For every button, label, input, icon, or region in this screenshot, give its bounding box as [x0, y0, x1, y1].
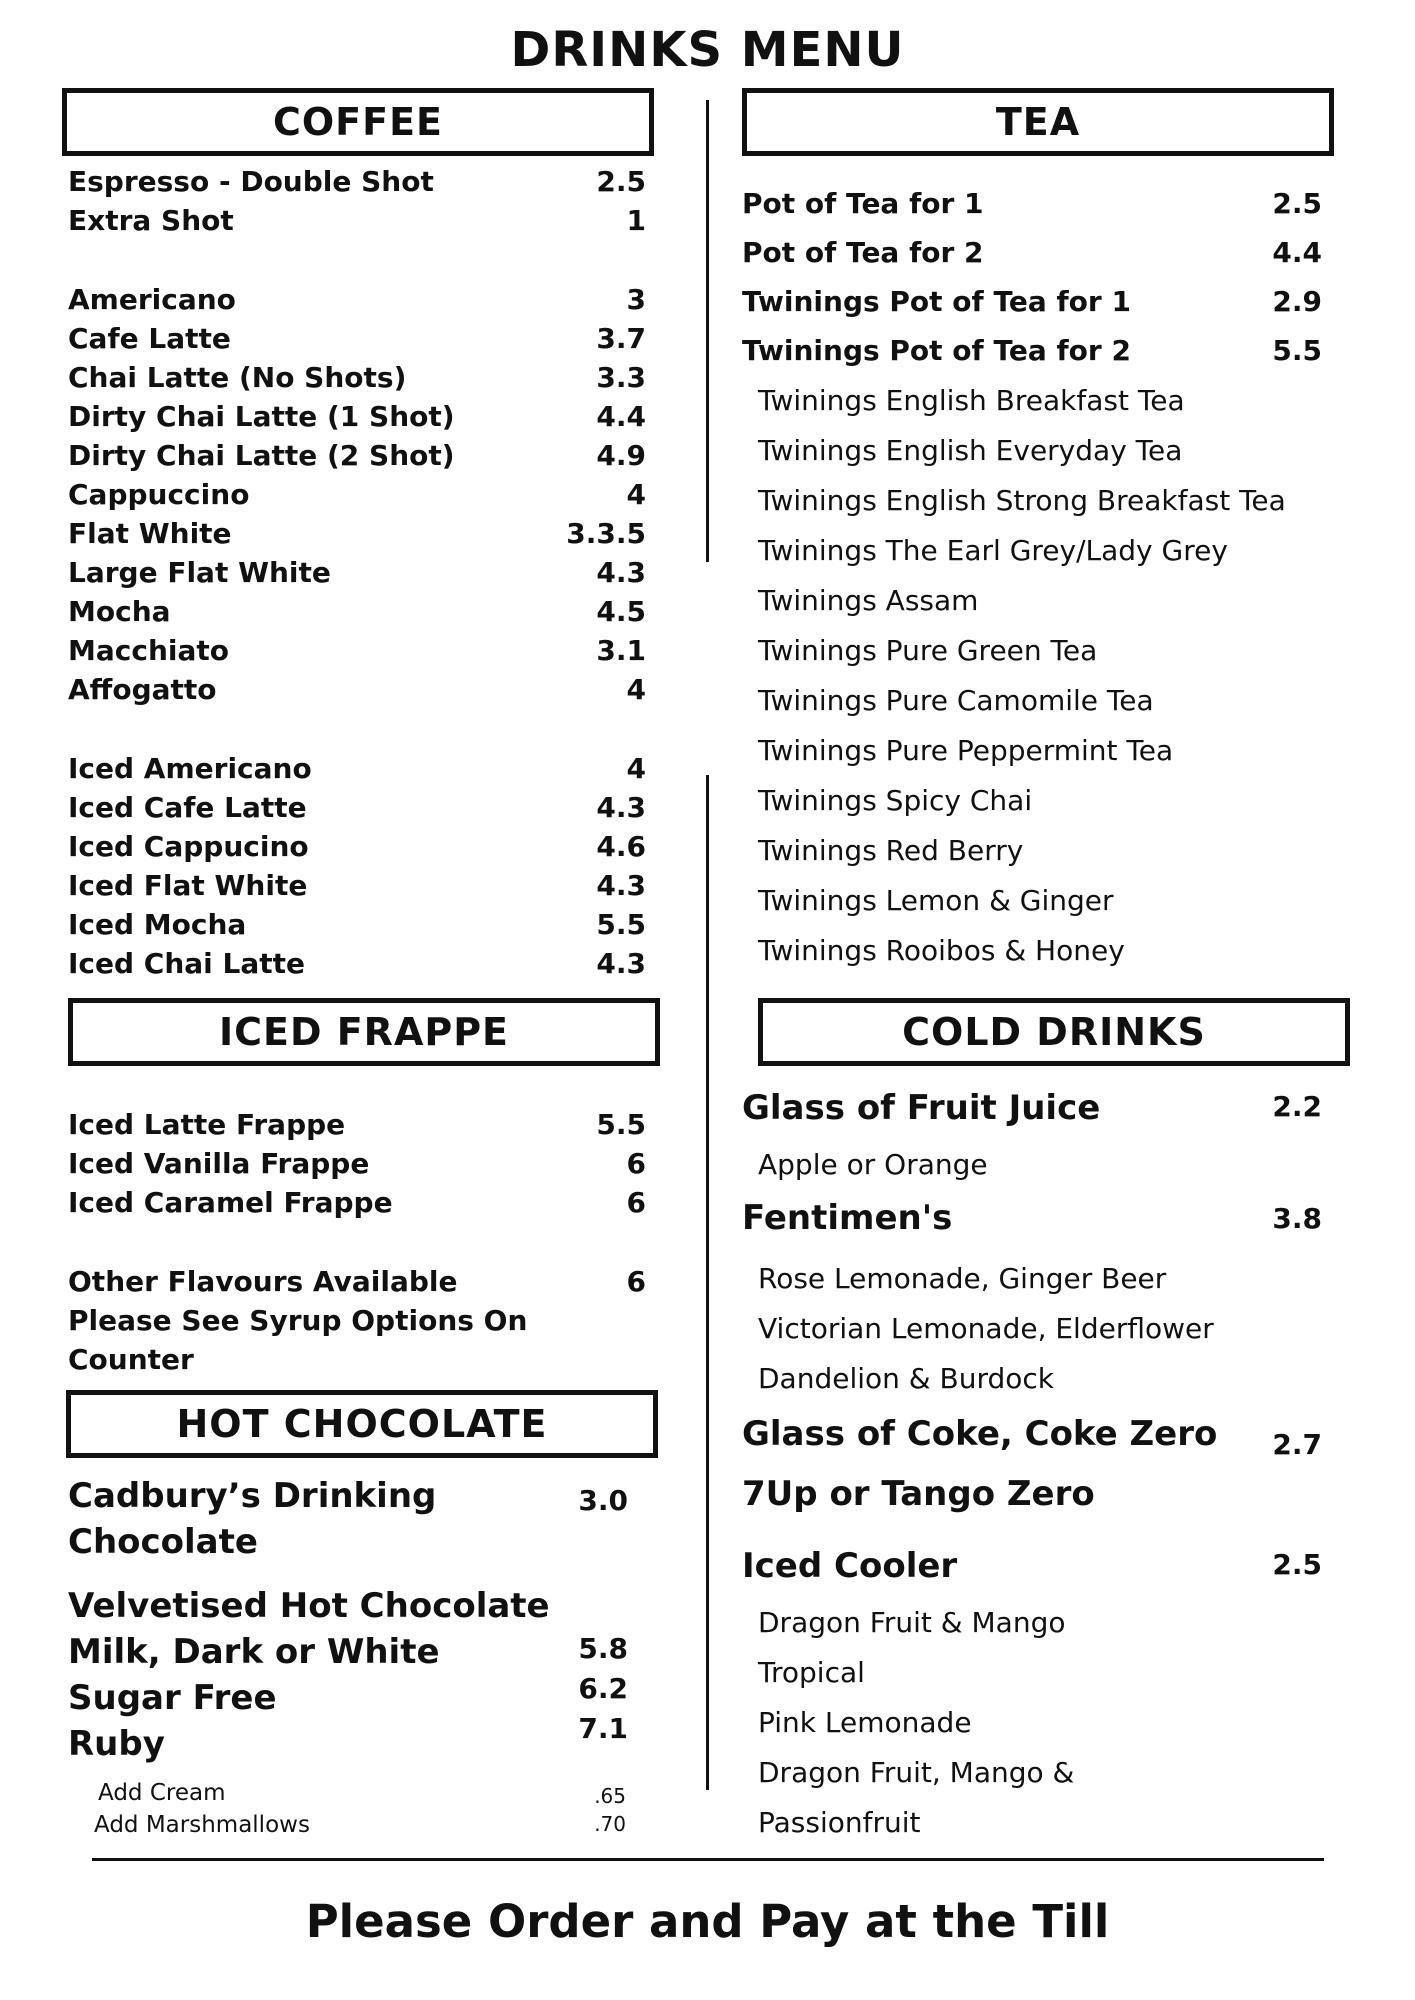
- item-name: Extra Shot: [68, 204, 234, 237]
- item-name: Iced Latte Frappe: [68, 1108, 346, 1141]
- menu-item: [68, 1186, 646, 1226]
- tea-header: TEA: [742, 88, 1334, 156]
- item-name: Glass of Fruit Juice: [742, 1088, 1101, 1128]
- tea-variety: Twinings Pure Peppermint Tea: [758, 734, 1174, 767]
- menu-item: [68, 322, 646, 362]
- item-price: 4.4: [596, 400, 646, 433]
- addon-price: .70: [594, 1812, 626, 1836]
- item-price: 5.5: [1272, 334, 1322, 367]
- item-price: 4: [626, 752, 646, 785]
- menu-item: [68, 517, 646, 557]
- menu-item: [68, 1108, 646, 1148]
- menu-item: [742, 1546, 1322, 1592]
- item-price: 5.5: [596, 908, 646, 941]
- addon-item: [98, 1780, 628, 1810]
- menu-item: [742, 334, 1322, 374]
- menu-item: [68, 283, 646, 323]
- item-name: Chai Latte (No Shots): [68, 361, 407, 394]
- center-divider-top: [706, 100, 709, 562]
- tea-variety: Twinings Pure Camomile Tea: [758, 684, 1154, 717]
- center-divider-bottom: [706, 775, 709, 1790]
- item-name: Iced Cooler: [742, 1546, 958, 1586]
- item-price: 4.3: [596, 791, 646, 824]
- item-name: Large Flat White: [68, 556, 331, 589]
- item-name: Dirty Chai Latte (1 Shot): [68, 400, 455, 433]
- menu-item: [68, 673, 646, 713]
- item-name: Macchiato: [68, 634, 229, 667]
- menu-item: [68, 1712, 628, 1770]
- item-price: 6: [626, 1147, 646, 1180]
- item-name: Cafe Latte: [68, 322, 231, 355]
- menu-item: [68, 1672, 628, 1724]
- tea-variety: Twinings English Everyday Tea: [758, 434, 1183, 467]
- tea-variety: Twinings Lemon & Ginger: [758, 884, 1114, 917]
- coffee-header: COFFEE: [62, 88, 654, 156]
- menu-item: [68, 361, 646, 401]
- item-name: Other Flavours Available: [68, 1265, 458, 1298]
- menu-item: [68, 947, 646, 987]
- menu-subheading: Velvetised Hot Chocolate: [68, 1586, 550, 1626]
- menu-item: [68, 908, 646, 948]
- item-name: Flat White: [68, 517, 232, 550]
- item-price: 7.1: [578, 1712, 628, 1745]
- cold-drinks-header: COLD DRINKS: [758, 998, 1350, 1066]
- item-price: 4.3: [596, 947, 646, 980]
- menu-item: [68, 556, 646, 596]
- menu-item: [68, 400, 646, 440]
- menu-item-cont: Chocolate: [68, 1522, 258, 1562]
- item-name: Cadbury’s Drinking: [68, 1476, 437, 1516]
- item-name: Cappuccino: [68, 478, 250, 511]
- tea-variety: Twinings Spicy Chai: [758, 784, 1033, 817]
- item-price: 4.4: [1272, 236, 1322, 269]
- tea-variety: Twinings Red Berry: [758, 834, 1024, 867]
- addon-name: Add Cream: [98, 1780, 226, 1806]
- item-name: Iced Cappucino: [68, 830, 309, 863]
- menu-item: [68, 165, 646, 205]
- item-price: 4: [626, 478, 646, 511]
- item-name: Espresso - Double Shot: [68, 165, 434, 198]
- menu-item: [68, 752, 646, 792]
- menu-item: [68, 595, 646, 635]
- addon-item: [94, 1812, 628, 1842]
- menu-item: [68, 634, 646, 674]
- menu-item: [742, 1198, 1322, 1244]
- menu-item: [68, 1147, 646, 1187]
- tea-variety: Twinings English Breakfast Tea: [758, 384, 1185, 417]
- menu-item-option: Tropical: [758, 1656, 865, 1689]
- item-price: 2.7: [1272, 1428, 1322, 1461]
- menu-item: [68, 1476, 628, 1522]
- footer-note: Please Order and Pay at the Till: [305, 1895, 1110, 1948]
- tea-variety: Twinings The Earl Grey/Lady Grey: [758, 534, 1228, 567]
- menu-item: [68, 439, 646, 479]
- item-price: 2.5: [1272, 1548, 1322, 1581]
- item-price: 3.3: [596, 361, 646, 394]
- addon-price: .65: [594, 1784, 626, 1808]
- iced-frappe-header: ICED FRAPPE: [68, 998, 660, 1066]
- page-title: DRINKS MENU: [510, 22, 905, 78]
- item-name: Ruby: [68, 1724, 165, 1764]
- item-price: 6.2: [578, 1672, 628, 1705]
- item-price: 2.5: [596, 165, 646, 198]
- menu-item: [68, 1265, 646, 1305]
- menu-item: [68, 204, 646, 244]
- menu-item: [68, 1632, 628, 1678]
- tea-variety: Twinings Rooibos & Honey: [758, 934, 1125, 967]
- item-name: Iced Americano: [68, 752, 312, 785]
- item-name: Americano: [68, 283, 236, 316]
- item-name: Iced Chai Latte: [68, 947, 306, 980]
- item-price: 5.8: [578, 1632, 628, 1665]
- item-name: Twinings Pot of Tea for 1: [742, 285, 1131, 318]
- menu-item-option: Apple or Orange: [758, 1148, 988, 1181]
- menu-item-option: Dragon Fruit & Mango: [758, 1606, 1066, 1639]
- item-price: 3.0: [578, 1484, 628, 1517]
- menu-item-cont: 7Up or Tango Zero: [742, 1474, 1095, 1514]
- menu-item: [68, 478, 646, 518]
- tea-variety: Twinings Assam: [758, 584, 979, 617]
- item-price: 1: [626, 204, 646, 237]
- menu-item: [742, 187, 1322, 227]
- item-price: 2.2: [1272, 1090, 1322, 1123]
- menu-item-option: Dandelion & Burdock: [758, 1362, 1055, 1395]
- item-name: Twinings Pot of Tea for 2: [742, 334, 1131, 367]
- item-price: 6: [626, 1265, 646, 1298]
- menu-note: Please See Syrup Options On: [68, 1304, 528, 1337]
- item-name: Mocha: [68, 595, 171, 628]
- item-price: 4.3: [596, 869, 646, 902]
- menu-item: [742, 1088, 1322, 1134]
- item-price: 3.7: [596, 322, 646, 355]
- menu-note: Counter: [68, 1343, 194, 1376]
- item-name: Iced Cafe Latte: [68, 791, 307, 824]
- item-name: Iced Mocha: [68, 908, 247, 941]
- tea-variety: Twinings English Strong Breakfast Tea: [758, 484, 1286, 517]
- addon-name: Add Marshmallows: [94, 1812, 310, 1838]
- footer-divider: [92, 1858, 1324, 1861]
- item-price: 2.5: [1272, 187, 1322, 220]
- item-price: 3: [626, 283, 646, 316]
- item-price: 3.1: [596, 634, 646, 667]
- item-name: Pot of Tea for 1: [742, 187, 984, 220]
- menu-item-option: Passionfruit: [758, 1806, 921, 1839]
- item-name: Iced Vanilla Frappe: [68, 1147, 370, 1180]
- item-name: Milk, Dark or White: [68, 1632, 440, 1672]
- item-name: Sugar Free: [68, 1678, 277, 1718]
- item-price: 4.3: [596, 556, 646, 589]
- tea-variety: Twinings Pure Green Tea: [758, 634, 1098, 667]
- item-name: Iced Flat White: [68, 869, 308, 902]
- item-name: Dirty Chai Latte (2 Shot): [68, 439, 455, 472]
- menu-item-option: Pink Lemonade: [758, 1706, 972, 1739]
- menu-item: [742, 236, 1322, 276]
- item-price: 4.6: [596, 830, 646, 863]
- item-name: Pot of Tea for 2: [742, 236, 984, 269]
- hot-chocolate-header: HOT CHOCOLATE: [66, 1390, 658, 1458]
- item-price: 5.5: [596, 1108, 646, 1141]
- menu-item-option: Dragon Fruit, Mango &: [758, 1756, 1075, 1789]
- item-price: 2.9: [1272, 285, 1322, 318]
- item-price: 4.9: [596, 439, 646, 472]
- item-price: 3.8: [1272, 1202, 1322, 1235]
- item-price: 4.5: [596, 595, 646, 628]
- menu-item: [742, 1414, 1322, 1460]
- menu-item-option: Rose Lemonade, Ginger Beer: [758, 1262, 1167, 1295]
- item-name: Affogatto: [68, 673, 217, 706]
- item-name: Fentimen's: [742, 1198, 953, 1238]
- item-name: Glass of Coke, Coke Zero: [742, 1414, 1218, 1454]
- menu-item: [68, 791, 646, 831]
- menu-item-option: Victorian Lemonade, Elderflower: [758, 1312, 1214, 1345]
- menu-item: [68, 830, 646, 870]
- item-price: 3.3.5: [566, 517, 646, 550]
- item-name: Iced Caramel Frappe: [68, 1186, 393, 1219]
- menu-item: [742, 285, 1322, 325]
- menu-item: [68, 869, 646, 909]
- item-price: 4: [626, 673, 646, 706]
- item-price: 6: [626, 1186, 646, 1219]
